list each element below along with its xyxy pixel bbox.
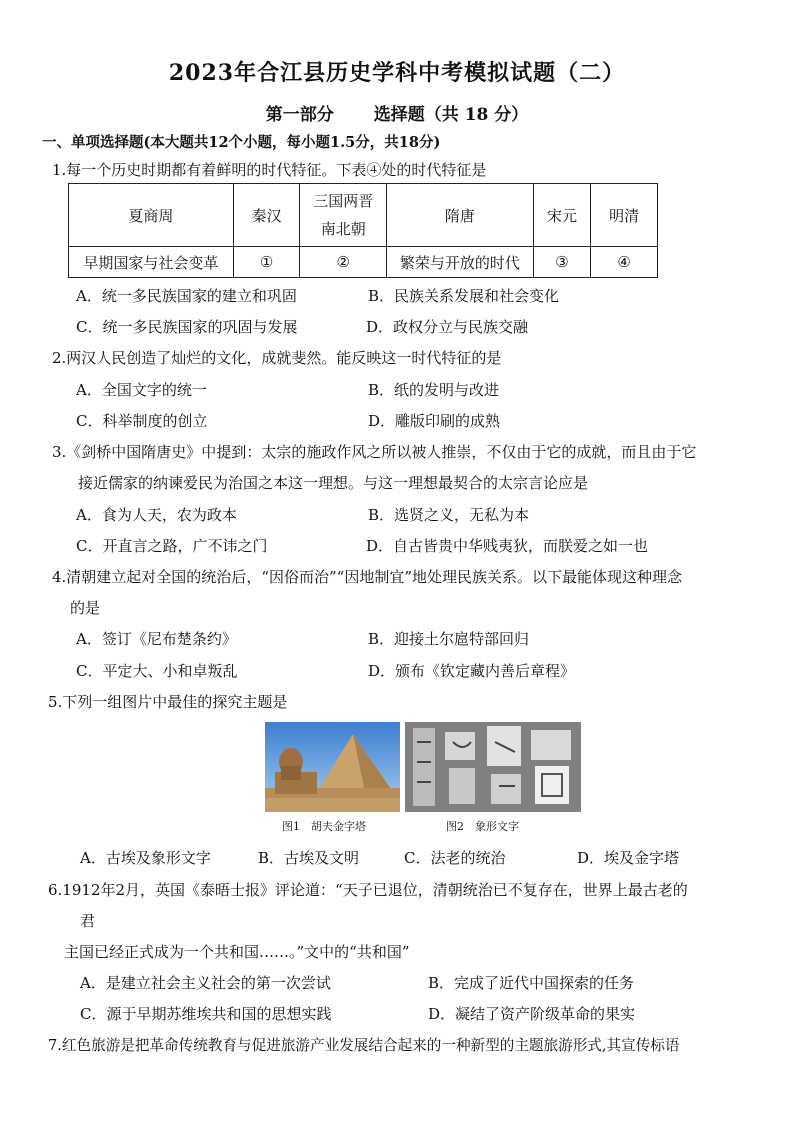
figure-1-caption: 图1 胡夫金字塔: [282, 820, 366, 833]
option-b: B．古埃及文明: [258, 849, 360, 867]
table-header: 秦汉: [233, 184, 300, 247]
era-table: [68, 183, 658, 278]
option-d: D．政权分立与民族交融: [366, 318, 529, 336]
option-a: A．统一多民族国家的建立和巩固: [76, 287, 297, 305]
part-label: 选择题（共 18 分）: [373, 105, 529, 125]
option-c: C．开直言之路，广不讳之门: [76, 537, 268, 555]
question-3-stem-cont: 接近儒家的纳谏爱民为治国之本这一理想。与这一理想最契合的太宗言论应是: [78, 474, 589, 492]
option-a: A．是建立社会主义社会的第一次尝试: [80, 974, 331, 992]
question-5-stem: 5.下列一组图片中最佳的探究主题是: [48, 693, 288, 711]
question-4-stem-cont: 的是: [70, 599, 101, 617]
option-c: C．平定大、小和卓叛乱: [76, 662, 238, 680]
option-a: A．签订《尼布楚条约》: [76, 630, 237, 648]
question-6-stem: 6.1912年2月，英国《泰晤士报》评论道：“天子已退位，清朝统治已不复存在，世界上最古老的: [48, 881, 688, 899]
table-header: 隋唐: [387, 184, 534, 247]
table-cell: 繁荣与开放的时代: [387, 247, 534, 278]
table-header: 宋元: [533, 184, 591, 247]
option-a: A．全国文字的统一: [76, 381, 207, 399]
option-b: B．民族关系发展和社会变化: [368, 287, 560, 305]
hieroglyph-photo: [405, 722, 581, 812]
option-d: D．颁布《钦定藏内善后章程》: [368, 662, 576, 680]
table-cell: ②: [300, 247, 387, 278]
question-4-stem: 4.清朝建立起对全国的统治后，“因俗而治”“因地制宜”地处理民族关系。以下最能体现这种理念: [52, 568, 682, 586]
question-6-stem-cont2: 主国已经正式成为一个共和国……。”文中的“共和国”: [64, 943, 410, 961]
option-b: B．完成了近代中国探索的任务: [428, 974, 635, 992]
table-header: 夏商周: [69, 184, 234, 247]
option-a: A．古埃及象形文字: [80, 849, 211, 867]
part-name: 第一部分: [265, 105, 334, 125]
table-cell: ①: [233, 247, 300, 278]
table-cell: 早期国家与社会变革: [69, 247, 234, 278]
table-header: 三国两晋: [313, 192, 374, 210]
table-header: 南北朝: [320, 220, 366, 238]
option-d: D．凝结了资产阶级革命的果实: [428, 1005, 636, 1023]
option-c: C．统一多民族国家的巩固与发展: [76, 318, 298, 336]
figure-2-caption: 图2 象形文字: [446, 820, 519, 833]
question-2-stem: 2.两汉人民创造了灿烂的文化，成就斐然。能反映这一时代特征的是: [52, 349, 502, 367]
option-a: A．食为人天，农为政本: [76, 506, 237, 524]
option-c: C．科举制度的创立: [76, 412, 208, 430]
table-header-two-line: [300, 184, 387, 247]
question-6-stem-cont: 君: [80, 912, 96, 930]
question-1-stem: 1.每一个历史时期都有着鲜明的时代特征。下表④处的时代特征是: [52, 161, 487, 179]
option-b: B．纸的发明与改进: [368, 381, 500, 399]
option-b: B．迎接土尔扈特部回归: [368, 630, 530, 648]
option-d: D．自古皆贵中华贱夷狄，而朕爱之如一也: [366, 537, 649, 555]
question-7-stem: 7.红色旅游是把革命传统教育与促进旅游产业发展结合起来的一种新型的主题旅游形式,其宣传标语: [48, 1037, 680, 1054]
option-c: C．源于早期苏维埃共和国的思想实践: [80, 1005, 332, 1023]
table-cell: ④: [591, 247, 658, 278]
part-heading: [0, 100, 794, 125]
option-b: B．选贤之义，无私为本: [368, 506, 530, 524]
table-header: 明清: [591, 184, 658, 247]
option-d: D．雕版印刷的成熟: [368, 412, 501, 430]
table-cell: ③: [533, 247, 591, 278]
exam-title: 2023年合江县历史学科中考模拟试题（二）: [168, 60, 626, 86]
question-3-stem: 3.《剑桥中国隋唐史》中提到：太宗的施政作风之所以被人推崇，不仅由于它的成就，而且由于它: [52, 443, 697, 461]
section-heading: 一、单项选择题(本大题共12个小题，每小题1.5分，共18分): [42, 134, 441, 151]
option-d: D．埃及金字塔: [577, 849, 680, 867]
option-c: C．法老的统治: [404, 849, 506, 867]
